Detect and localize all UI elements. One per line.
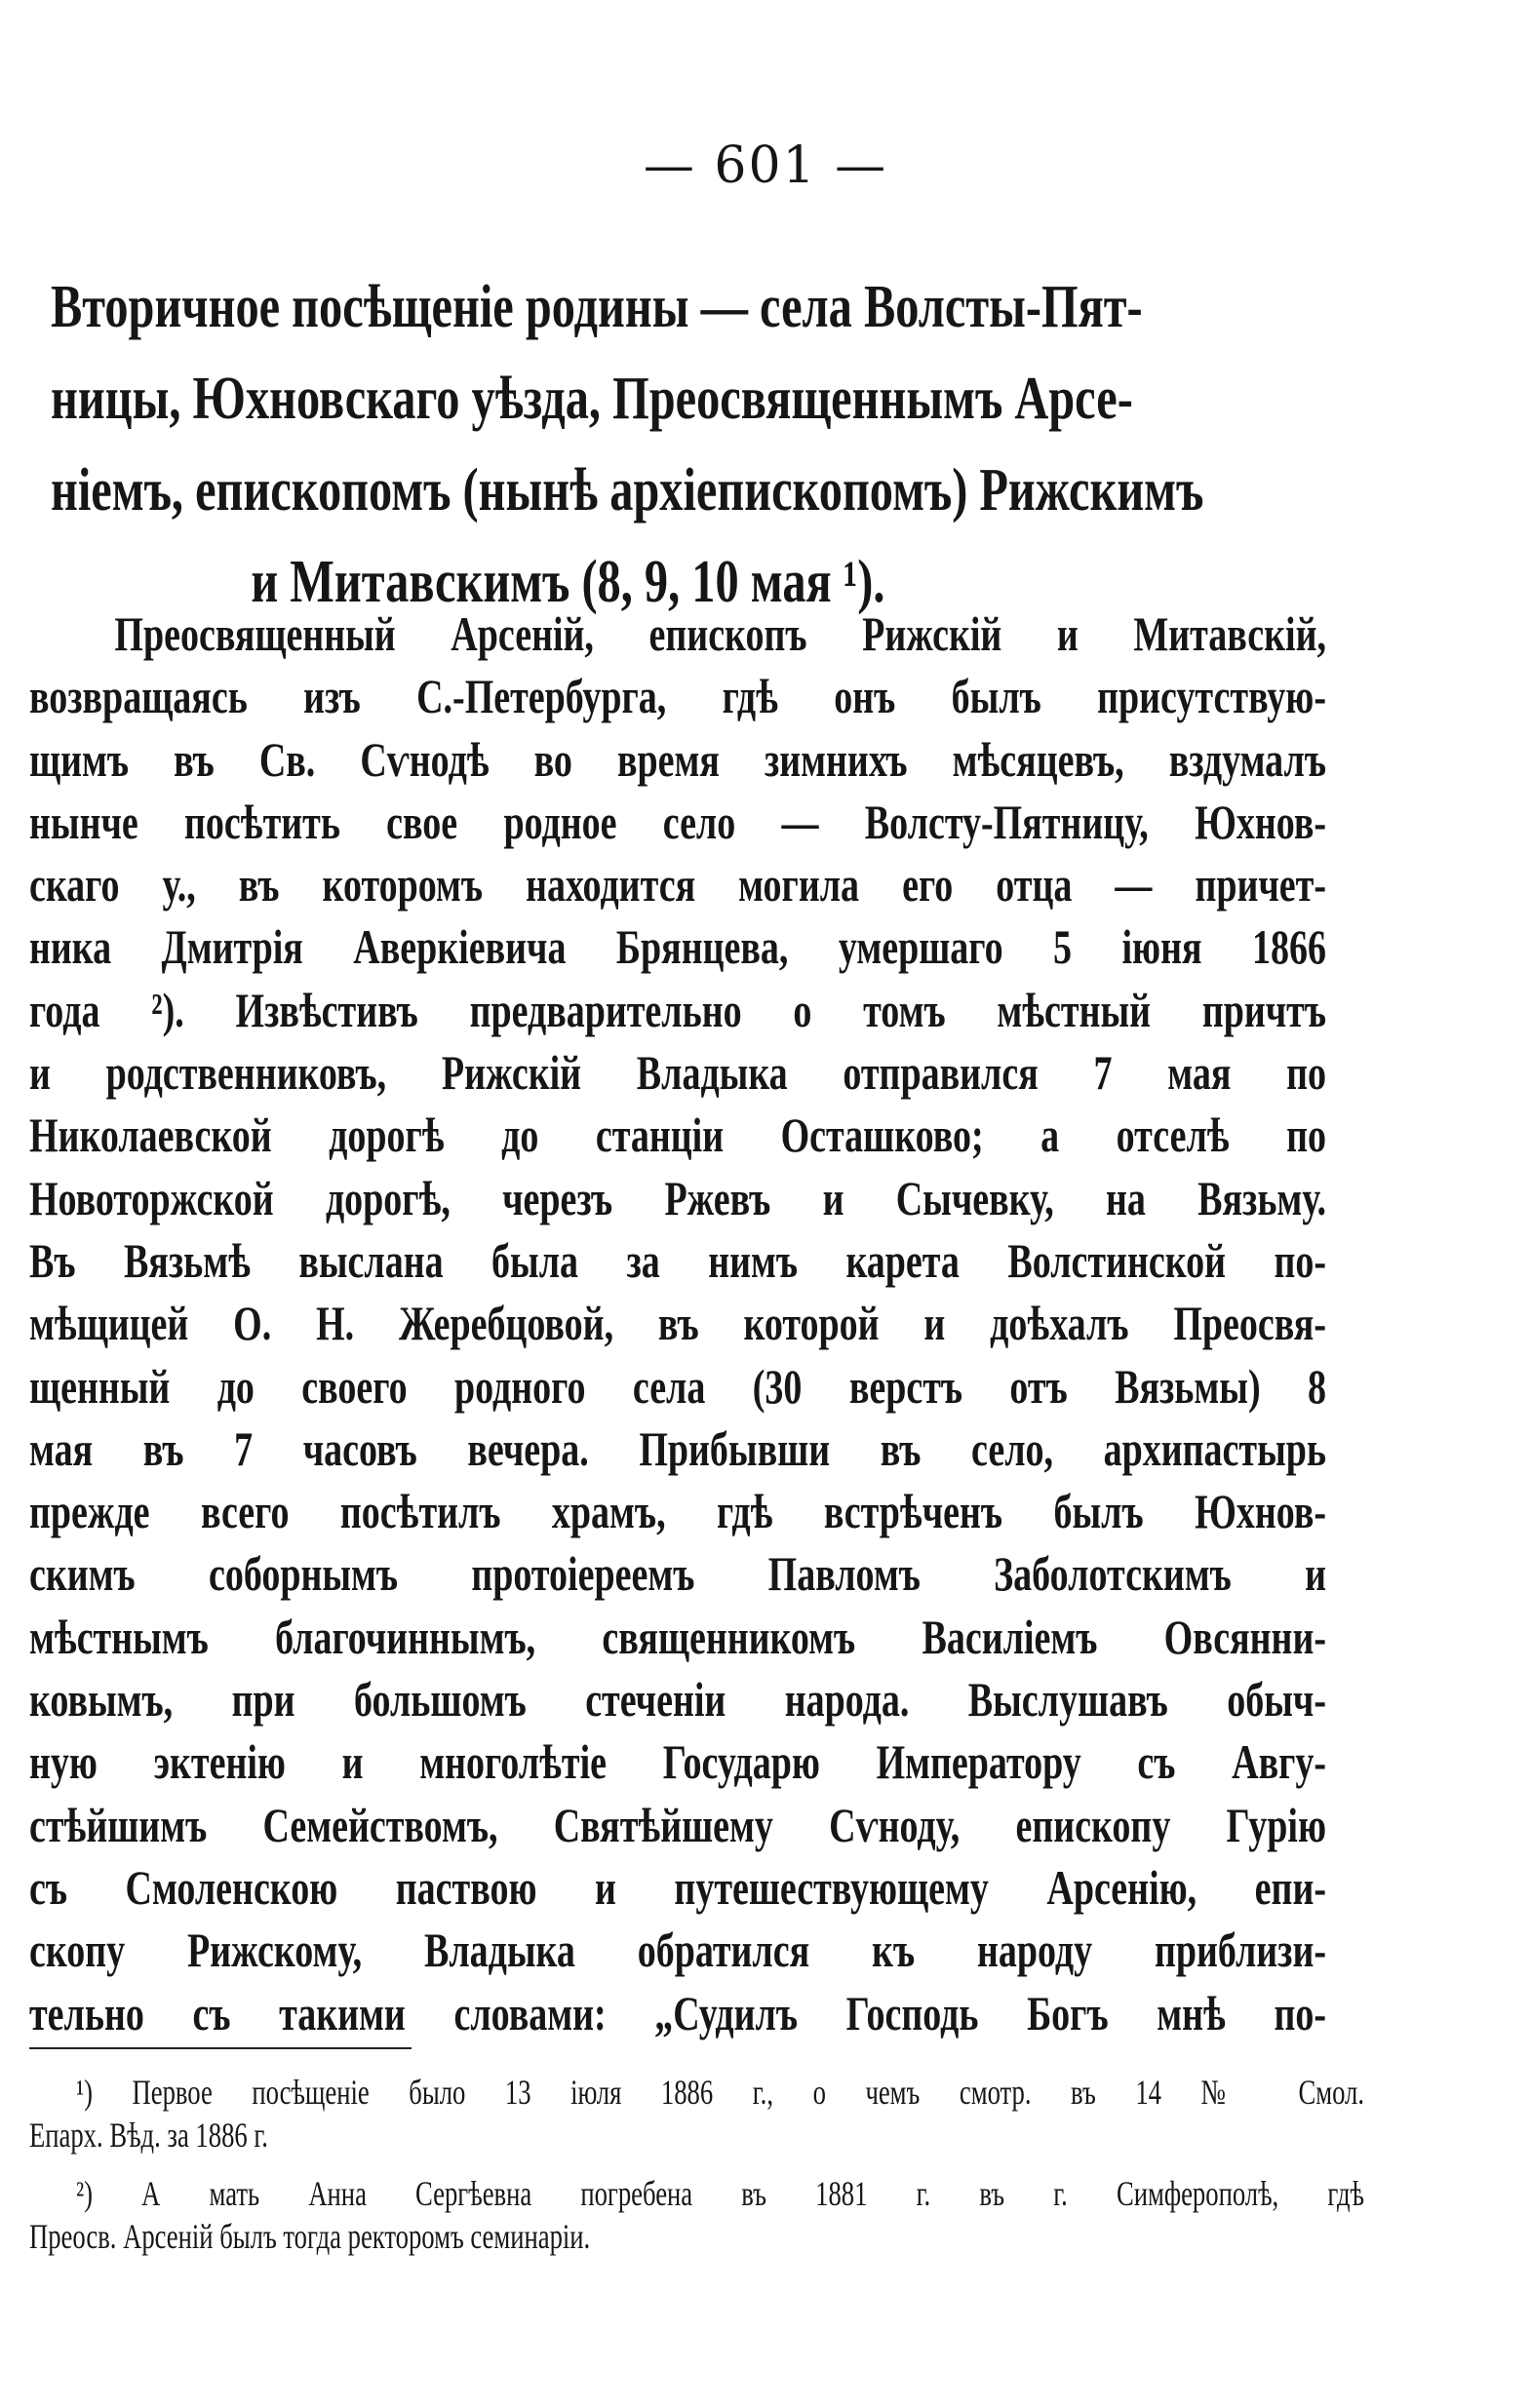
title-line: и Митавскимъ (8, 9, 10 мая ¹). [251,549,885,615]
body-line: возвращаясь изъ С.-Петербурга, гдѣ онъ былъ присутствую- [29,669,1326,724]
body-line: мая въ 7 часовъ вечера. Прибывши въ село, архипастырь [29,1420,1326,1476]
footnotes [29,2071,1364,2258]
body-line: ковымъ, при большомъ стеченіи народа. Выслушавъ обыч- [29,1672,1326,1728]
title-line: ницы, Юхновскаго уѣзда, Преосвященнымъ Арсе- [51,366,1133,432]
body-line: скаго у., въ которомъ находится могила его отца — причет- [29,857,1326,913]
page-number: — 601 — [643,136,888,195]
body-text [29,602,1326,2044]
title-line: ніемъ, епископомъ (нынѣ архіепископомъ) Рижскимъ [51,457,1204,524]
body-line: щимъ въ Св. Сѵнодѣ во время зимнихъ мѣсяцевъ, вздумалъ [29,731,1326,787]
chapter-title [51,261,1204,628]
body-line: и родственниковъ, Рижскій Владыка отправился 7 мая по [29,1045,1326,1101]
body-line: года ²). Извѣстивъ предварительно о томъ мѣстный причтъ [29,982,1326,1037]
title-line: Вторичное посѣщеніе родины — села Волсты-Пят- [51,274,1143,340]
body-line: Николаевской дорогѣ до станціи Осташково; а отселѣ по [29,1107,1326,1163]
body-line: нынче посѣтить свое родное село — Волсту-Пятницу, Юхнов- [29,794,1326,849]
body-line: Преосвященный Арсеній, епископъ Рижскій и Митавскій, [114,606,1326,661]
body-line: щенный до своего родного села (30 верстъ отъ Вязьмы) 8 [29,1358,1326,1414]
body-line: мѣстнымъ благочиннымъ, священникомъ Василіемъ Овсянни- [29,1609,1326,1664]
body-line: съ Смоленскою паствою и путешествующему Арсенію, епи- [29,1859,1326,1915]
footnote-2-line: Преосв. Арсеній былъ тогда ректоромъ семинаріи. [29,2217,591,2256]
body-line: ника Дмитрія Аверкіевича Брянцева, умершаго 5 іюня 1866 [29,919,1326,975]
body-line: стѣйшимъ Семействомъ, Святѣйшему Сѵноду, епископу Гурію [29,1797,1326,1852]
footnote-1-line: ¹) Первое посѣщеніе было 13 іюля 1886 г., о чемъ смотр. въ 14 № Смол. [76,2073,1365,2112]
footnote-2-line: ²) А мать Анна Сергѣевна погребена въ 1881 г. въ г. Симферополѣ, гдѣ [76,2174,1365,2213]
body-line: скопу Рижскому, Владыка обратился къ народу приблизи- [29,1923,1326,1978]
body-line: прежде всего посѣтилъ храмъ, гдѣ встрѣченъ былъ Юхнов- [29,1484,1326,1539]
body-line: Въ Вязьмѣ выслана была за нимъ карета Волстинской по- [29,1232,1326,1288]
body-line: ную эктенію и многолѣтіе Государю Императору съ Авгу- [29,1734,1326,1790]
footnote-1-line: Епарх. Вѣд. за 1886 г. [29,2116,268,2155]
body-line: Новоторжской дорогѣ, черезъ Ржевъ и Сычевку, на Вязьму. [29,1170,1326,1225]
body-line: мѣщицей О. Н. Жеребцовой, въ которой и доѣхалъ Преосвя- [29,1296,1326,1351]
footnote-separator [29,2047,412,2049]
body-line: тельно съ такими словами: „Судилъ Господь Богъ мнѣ по- [29,1985,1326,2040]
body-line: скимъ соборнымъ протоіереемъ Павломъ Заболотскимъ и [29,1546,1326,1602]
